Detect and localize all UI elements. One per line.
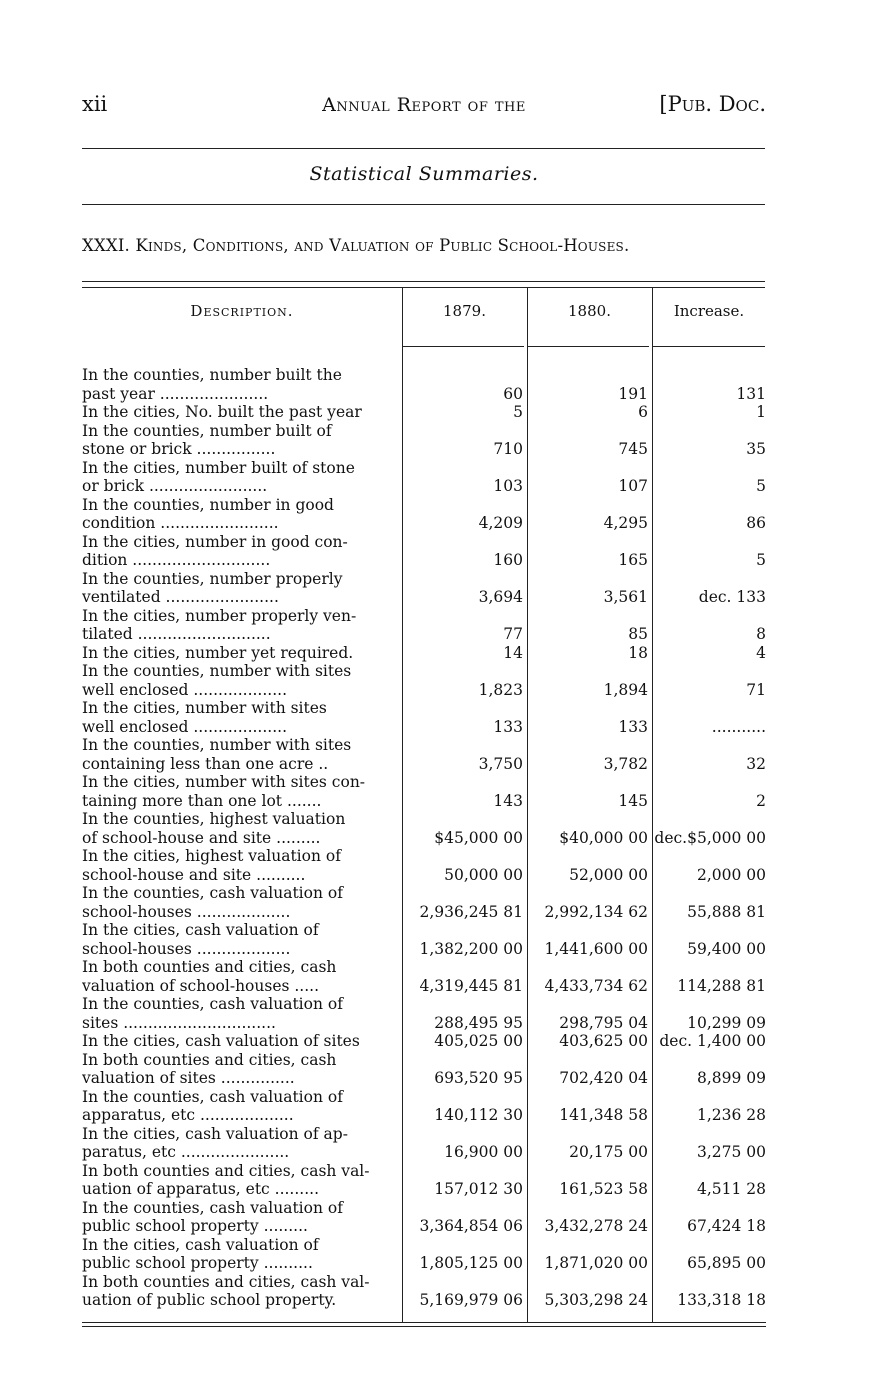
row-description [82,1088,402,1125]
value-increase: 2 [756,791,766,810]
value-1879: 16,900 00 [444,1143,523,1161]
row-description [82,570,402,607]
description-line: In the cities, cash valuation of ap- [82,1124,348,1143]
value-increase: dec.$5,000 00 [654,828,766,847]
value-increase: 35 [746,440,766,458]
table-row [82,662,766,699]
row-description [82,958,402,995]
description-line: In the counties, cash valuation of [82,1087,343,1106]
table-row [82,459,766,496]
row-description [82,773,402,810]
table-bottom-rule-inner [82,1326,766,1327]
value-1880: 107 [618,477,648,495]
description-line: school-house and site .......... [82,865,306,884]
table-row [82,995,766,1032]
table-row [82,810,766,847]
value-1880: 4,295 [603,514,648,532]
table-top-rule [82,281,765,282]
value-1879: 4,209 [478,514,523,532]
description-line: In both counties and cities, cash val- [82,1272,370,1291]
value-increase: 55,888 81 [687,902,766,921]
description-line: dition ............................ [82,551,271,569]
value-increase: 2,000 00 [696,865,766,884]
row-description [82,644,402,663]
description-line: In both counties and cities, cash [82,1050,337,1069]
table-row [82,1088,766,1125]
page-number: xii [82,92,108,116]
table-header [82,288,766,346]
description-line: In the cities, highest valuation of [82,847,341,865]
value-1880: 165 [618,551,648,569]
table-row [82,958,766,995]
value-1880: 403,625 00 [559,1032,648,1050]
table-row [82,1051,766,1088]
value-increase: 8 [756,625,766,643]
value-1880: 20,175 00 [569,1143,648,1161]
table-row [82,644,766,663]
header-underline-increase [652,346,765,347]
table-row [82,1162,766,1199]
value-1880: 4,433,734 62 [544,976,648,995]
table-row [82,570,766,607]
row-description [82,366,402,403]
value-1879: 103 [493,477,523,495]
description-line: past year ...................... [82,384,269,403]
value-1879: 288,495 95 [434,1013,523,1032]
description-line: In the cities, cash valuation of [82,1235,319,1254]
value-1880: 745 [618,440,648,458]
header-rule [82,148,765,149]
value-1880: 3,782 [603,754,648,773]
value-increase: dec. 1,400 00 [659,1032,766,1050]
row-description [82,459,402,496]
description-line: tilated ........................... [82,625,271,643]
value-1879: 50,000 00 [444,865,523,884]
value-1879: 3,694 [478,588,523,606]
value-increase: 67,424 18 [687,1217,766,1235]
page-header [82,92,766,122]
value-increase: 131 [736,384,766,403]
value-1879: 1,823 [478,680,523,699]
value-1879: 1,382,200 00 [419,939,523,958]
table-row [82,403,766,422]
value-1880: 3,561 [603,588,648,606]
value-1880: 6 [638,403,648,421]
value-increase: 5 [756,551,766,569]
description-line: school-houses ................... [82,939,291,958]
description-line: ventilated ....................... [82,588,279,606]
value-1880: 18 [628,643,648,662]
description-line: or brick ........................ [82,477,268,495]
row-description [82,995,402,1032]
value-1879: 2,936,245 81 [419,902,523,921]
table-bottom-rule [82,1322,766,1323]
column-header-1880: 1880. [568,302,611,320]
description-line: In the cities, number built of stone [82,458,355,477]
value-increase: 8,899 09 [696,1069,766,1087]
table-row [82,736,766,773]
description-line: In the cities, cash valuation of [82,921,319,939]
value-1880: 1,894 [603,680,648,699]
row-description [82,533,402,570]
value-1880: 52,000 00 [569,865,648,884]
description-line: well enclosed ................... [82,680,287,699]
value-increase: 3,275 00 [696,1143,766,1161]
value-1880: 702,420 04 [559,1069,648,1087]
value-1879: 160 [493,551,523,569]
table-row [82,1199,766,1236]
description-line: In the cities, No. built the past year [82,403,362,421]
value-1879: 5 [513,403,523,421]
description-line: In the cities, number yet required. [82,643,354,662]
table-row [82,422,766,459]
value-1879: 157,012 30 [434,1180,523,1198]
description-line: of school-house and site ......... [82,828,321,847]
description-line: In the counties, cash valuation of [82,995,343,1013]
row-description [82,1032,402,1051]
description-line: In the cities, number with sites con- [82,773,366,791]
description-line: paratus, etc ...................... [82,1143,290,1161]
value-increase: 10,299 09 [687,1013,766,1032]
header-underline-1879 [402,346,524,347]
row-description [82,1199,402,1236]
value-1879: $45,000 00 [434,828,523,847]
value-increase: 1,236 28 [696,1106,766,1124]
description-line: sites ............................... [82,1013,276,1032]
row-description [82,607,402,644]
value-1879: 143 [493,791,523,810]
value-increase: 71 [746,680,766,699]
description-line: containing less than one acre .. [82,754,329,773]
value-1879: 1,805,125 00 [419,1254,523,1272]
value-1879: 77 [503,625,523,643]
value-1880: 298,795 04 [559,1013,648,1032]
description-line: valuation of school-houses ..... [82,976,320,995]
table-title: XXXI. Kinds, Conditions, and Valuation of Public School-Houses. [82,236,630,255]
value-1880: 85 [628,625,648,643]
value-1879: 140,112 30 [434,1106,523,1124]
value-1880: 141,348 58 [559,1106,648,1124]
value-increase: 86 [746,514,766,532]
description-line: In the counties, cash valuation of [82,884,343,902]
table-row [82,496,766,533]
description-line: uation of public school property. [82,1291,337,1309]
column-header-description: Description. [190,302,294,320]
row-description [82,422,402,459]
value-increase: ........... [711,717,766,736]
table-body [82,366,766,1310]
column-header-increase: Increase. [673,302,745,320]
description-line: In the counties, number properly [82,569,343,588]
value-1880: 3,432,278 24 [544,1217,648,1235]
value-1879: 405,025 00 [434,1032,523,1050]
description-line: In the counties, highest valuation [82,810,346,828]
value-1880: 2,992,134 62 [544,902,648,921]
value-increase: 4,511 28 [696,1180,766,1198]
table-row [82,366,766,403]
table-row [82,607,766,644]
description-line: In both counties and cities, cash [82,958,337,976]
column-header-1879: 1879. [443,302,486,320]
description-line: condition ........................ [82,514,279,532]
description-line: public school property ......... [82,1217,308,1235]
value-increase: 133,318 18 [677,1291,766,1309]
description-line: well enclosed ................... [82,717,287,736]
row-description [82,1051,402,1088]
value-increase: 32 [746,754,766,773]
value-1879: 710 [493,440,523,458]
document-label: [Pub. Doc. [659,92,766,116]
table-row [82,1032,766,1051]
row-description [82,810,402,847]
value-1880: 191 [618,384,648,403]
description-line: In the counties, number built of [82,421,332,440]
description-line: In the counties, number with sites [82,736,352,754]
value-1879: 60 [503,384,523,403]
value-1880: 133 [618,717,648,736]
description-line: school-houses ................... [82,902,291,921]
value-increase: 59,400 00 [687,939,766,958]
value-1880: 161,523 58 [559,1180,648,1198]
section-rule [82,204,765,205]
description-line: public school property .......... [82,1254,313,1272]
row-description [82,1162,402,1199]
description-line: In the cities, number properly ven- [82,606,357,625]
row-description [82,496,402,533]
value-1879: 3,364,854 06 [419,1217,523,1235]
value-1879: 133 [493,717,523,736]
description-line: apparatus, etc ................... [82,1106,294,1124]
section-title: Statistical Summaries. [309,163,539,185]
header-underline-1880 [527,346,649,347]
description-line: uation of apparatus, etc ......... [82,1180,319,1198]
value-1880: $40,000 00 [559,828,648,847]
value-increase: 5 [756,477,766,495]
row-description [82,921,402,958]
value-1879: 4,319,445 81 [419,976,523,995]
table-row [82,847,766,884]
description-line: In the counties, number with sites [82,662,352,680]
value-1879: 693,520 95 [434,1069,523,1087]
value-1880: 5,303,298 24 [544,1291,648,1309]
table-row [82,1125,766,1162]
value-1879: 3,750 [478,754,523,773]
value-increase: 114,288 81 [677,976,766,995]
row-description [82,1236,402,1273]
value-increase: 4 [756,643,766,662]
row-description [82,736,402,773]
description-line: taining more than one lot ....... [82,791,322,810]
table-row [82,1236,766,1273]
row-description [82,403,402,422]
value-1880: 145 [618,791,648,810]
table-row [82,533,766,570]
value-1880: 1,871,020 00 [544,1254,648,1272]
value-1879: 14 [503,643,523,662]
description-line: In the counties, number built the [82,366,342,384]
value-increase: 65,895 00 [687,1254,766,1272]
value-1879: 5,169,979 06 [419,1291,523,1309]
description-line: In the counties, number in good [82,495,334,514]
table-row [82,884,766,921]
table-row [82,921,766,958]
table-row [82,773,766,810]
table-row [82,699,766,736]
running-title: Annual Report of the [322,94,526,116]
table-row [82,1273,766,1310]
row-description [82,847,402,884]
value-increase: dec. 133 [698,588,766,606]
description-line: In the counties, cash valuation of [82,1198,343,1217]
value-1880: 1,441,600 00 [544,939,648,958]
description-line: In the cities, cash valuation of sites [82,1032,360,1050]
description-line: valuation of sites ............... [82,1069,295,1087]
row-description [82,1273,402,1310]
description-line: stone or brick ................ [82,440,276,458]
row-description [82,1125,402,1162]
row-description [82,662,402,699]
description-line: In the cities, number in good con- [82,532,348,551]
row-description [82,699,402,736]
value-increase: 1 [756,403,766,421]
description-line: In the cities, number with sites [82,699,327,717]
description-line: In both counties and cities, cash val- [82,1161,370,1180]
row-description [82,884,402,921]
